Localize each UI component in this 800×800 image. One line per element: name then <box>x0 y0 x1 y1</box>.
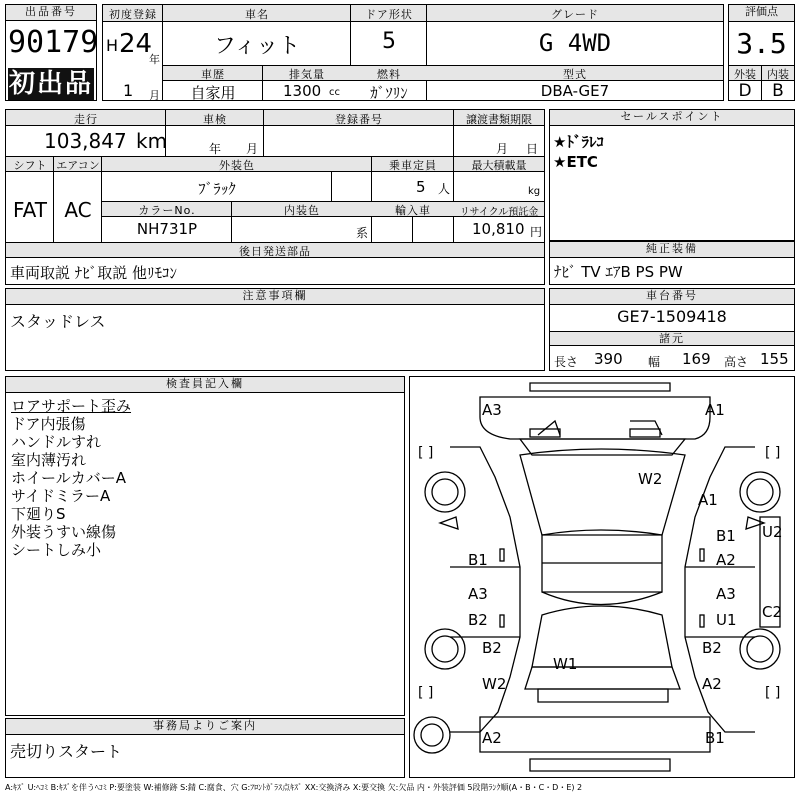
mark-a3-front-left: A3 <box>482 401 502 419</box>
vehicle-header-box <box>102 4 724 101</box>
chassis-label: 車台番号 <box>550 289 794 305</box>
equipment-box <box>549 241 795 285</box>
mark-a2-right-rear: A2 <box>702 675 722 693</box>
displacement-unit: cc <box>329 87 340 98</box>
equipment-label: 純正装備 <box>550 242 794 258</box>
lot-label: 出品番号 <box>6 5 96 21</box>
door-count: 5 <box>382 29 396 54</box>
score-box <box>728 4 795 101</box>
fuel-label: 燃料 <box>377 68 401 81</box>
exterior-grade: D <box>738 81 752 101</box>
recycle-value: 10,810 <box>472 220 525 238</box>
color-no-value: NH731P <box>136 220 198 238</box>
mark-b2-right-quarter: B2 <box>702 639 722 657</box>
shift-value: FAT <box>12 198 47 222</box>
caution-label: 注意事項欄 <box>6 289 544 305</box>
score-label: 評価点 <box>729 5 794 22</box>
insp-month-unit: 月 <box>246 142 259 156</box>
color-no-label: カラーNo. <box>138 204 196 217</box>
month-value: 1 <box>123 81 134 100</box>
mark-a2-rear-left: A2 <box>482 729 502 747</box>
width-value: 169 <box>682 350 711 368</box>
mileage-label: 走行 <box>74 113 98 126</box>
reg-no-label: 登録番号 <box>335 113 383 126</box>
inspector-lines <box>11 397 131 559</box>
mark-u2-right-side: U2 <box>762 523 783 541</box>
car-name: フィット <box>213 34 301 59</box>
capacity-label: 乗車定員 <box>389 159 437 172</box>
office-box <box>5 718 405 778</box>
grade-label: グレード <box>551 8 599 21</box>
equipment-value: ﾅﾋﾞ TV ｴｱB PS PW <box>554 263 683 281</box>
recycle-label: リサイクル預託金 <box>459 207 539 218</box>
inspector-line: ホイールカバーA <box>11 469 126 487</box>
mark-w2-left-rear: W2 <box>482 675 507 693</box>
office-value: 売切りスタート <box>10 742 123 761</box>
width-label: 幅 <box>648 355 661 369</box>
year-unit: 年 <box>149 53 160 66</box>
mileage-value: 103,847 <box>44 129 127 153</box>
exterior-label: 外装 <box>734 68 756 81</box>
transfer-month-unit: 月 <box>496 142 509 156</box>
sales-point-label: セールスポイント <box>550 110 794 126</box>
mark-u1-right-rear-door: U1 <box>716 611 737 629</box>
mark-b1-left-front-door: B1 <box>468 551 488 569</box>
inspector-line: ロアサポート歪み <box>11 397 132 415</box>
mark-b2-left-rear-door: B2 <box>468 611 488 629</box>
mark-b2-left-quarter: B2 <box>482 639 502 657</box>
length-value: 390 <box>594 350 623 368</box>
capacity-value: 5 <box>416 178 426 196</box>
model-code: DBA-GE7 <box>540 82 610 100</box>
inspector-box <box>5 376 405 716</box>
caution-box <box>5 288 545 371</box>
month-unit: 月 <box>149 89 160 102</box>
history-value: 自家用 <box>190 84 236 102</box>
legend-text: A:ｷｽﾞ U:ﾍｺﾐ B:ｷｽﾞを伴うﾍｺﾐ P:要塗装 W:補修跡 S:錆 C:腐食、穴 G:ﾌﾛﾝﾄｶﾞﾗｽ点ｷｽﾞ XX:交換済み X:要交換 欠:欠品 内・外装評価 5段階ﾗﾝｸ順(A・B・C・D・E) 2 <box>5 783 583 792</box>
chassis-box <box>549 288 795 371</box>
mark-a1-front-right: A1 <box>705 401 725 419</box>
ac-value: AC <box>64 198 92 222</box>
lot-number: 90179 <box>8 25 99 60</box>
car-diagram-svg <box>410 377 794 777</box>
grade-value: G 4WD <box>538 29 612 57</box>
svg-text:[ ]: [ ] <box>418 445 434 461</box>
mark-c2-right-side: C2 <box>762 603 783 621</box>
interior-label: 内装 <box>767 68 789 81</box>
ext-color-label: 外装色 <box>219 159 255 172</box>
inspector-line: ドア内張傷 <box>11 415 86 433</box>
ac-label: エアコン <box>56 159 100 172</box>
transfer-day-unit: 日 <box>526 142 539 156</box>
transfer-label: 譲渡書類期限 <box>466 113 532 126</box>
later-parts-label: 後日発送部品 <box>239 245 311 258</box>
mark-b1-rear-right: B1 <box>705 729 725 747</box>
first-listing-badge: 初出品 <box>8 69 93 99</box>
dims-label: 諸元 <box>550 331 794 346</box>
ext-color-value: ﾌﾞﾗｯｸ <box>198 180 236 198</box>
sales-point-box <box>549 109 795 241</box>
car-name-label: 車名 <box>245 8 269 21</box>
svg-text:[ ]: [ ] <box>765 685 781 701</box>
mark-b1-right-front-door: B1 <box>716 527 736 545</box>
mark-w2-windshield: W2 <box>638 470 663 488</box>
mark-a1-hood: A1 <box>698 491 718 509</box>
damage-diagram <box>409 376 795 778</box>
sales-point-item-0: ★ﾄﾞﾗﾚｺ <box>553 133 604 151</box>
displacement-value: 1300 <box>283 82 322 100</box>
mileage-unit: km <box>136 129 168 153</box>
svg-text:[ ]: [ ] <box>765 445 781 461</box>
mark-a2-right-front-door: A2 <box>716 551 736 569</box>
insp-year-unit: 年 <box>209 142 222 156</box>
lot-box <box>5 4 97 101</box>
year-value: 24 <box>119 29 153 59</box>
int-color-unit: 系 <box>356 226 369 240</box>
office-label: 事務局よりご案内 <box>6 719 404 735</box>
mark-a3-right-rear-door: A3 <box>716 585 736 603</box>
inspector-line: サイドミラーA <box>11 487 111 505</box>
chassis-number: GE7-1509418 <box>617 307 727 326</box>
score-value: 3.5 <box>736 27 787 60</box>
door-label: ドア形状 <box>365 8 413 21</box>
interior-grade: B <box>772 81 784 101</box>
era-text: H <box>106 36 119 55</box>
displacement-label: 排気量 <box>289 68 325 81</box>
shift-label: シフト <box>13 159 47 172</box>
specs-table <box>5 109 545 285</box>
inspector-line: 外装うすい線傷 <box>11 523 117 541</box>
svg-text:[ ]: [ ] <box>418 685 434 701</box>
inspector-line: 下廻りS <box>11 505 66 523</box>
mark-w1-rear-glass: W1 <box>553 655 578 673</box>
max-load-unit: kg <box>528 186 541 197</box>
inspector-line: 室内薄汚れ <box>11 451 87 469</box>
max-load-label: 最大積載量 <box>471 159 527 172</box>
inspector-line: ハンドルすれ <box>11 433 102 451</box>
history-label: 車歴 <box>201 68 225 81</box>
height-value: 155 <box>760 350 789 368</box>
capacity-unit: 人 <box>438 182 451 196</box>
height-label: 高さ <box>724 355 749 369</box>
caution-value: スタッドレス <box>10 312 106 331</box>
inspector-label: 検査員記入欄 <box>6 377 404 393</box>
fuel-value: ｶﾞｿﾘﾝ <box>370 84 408 102</box>
sales-point-item-1: ★ETC <box>553 153 598 171</box>
int-color-label: 内装色 <box>284 204 320 217</box>
import-label: 輸入車 <box>395 204 431 217</box>
length-label: 長さ <box>554 355 579 369</box>
model-label: 型式 <box>563 68 587 81</box>
mark-a3-left-rear-door: A3 <box>468 585 488 603</box>
first-reg-label: 初度登録 <box>109 8 157 21</box>
later-parts-value: 車両取説 ﾅﾋﾞ取説 他ﾘﾓｺﾝ <box>10 264 178 282</box>
inspection-label: 車検 <box>203 113 227 126</box>
recycle-unit: 円 <box>530 225 543 239</box>
inspector-line: シートしみ小 <box>11 541 102 559</box>
